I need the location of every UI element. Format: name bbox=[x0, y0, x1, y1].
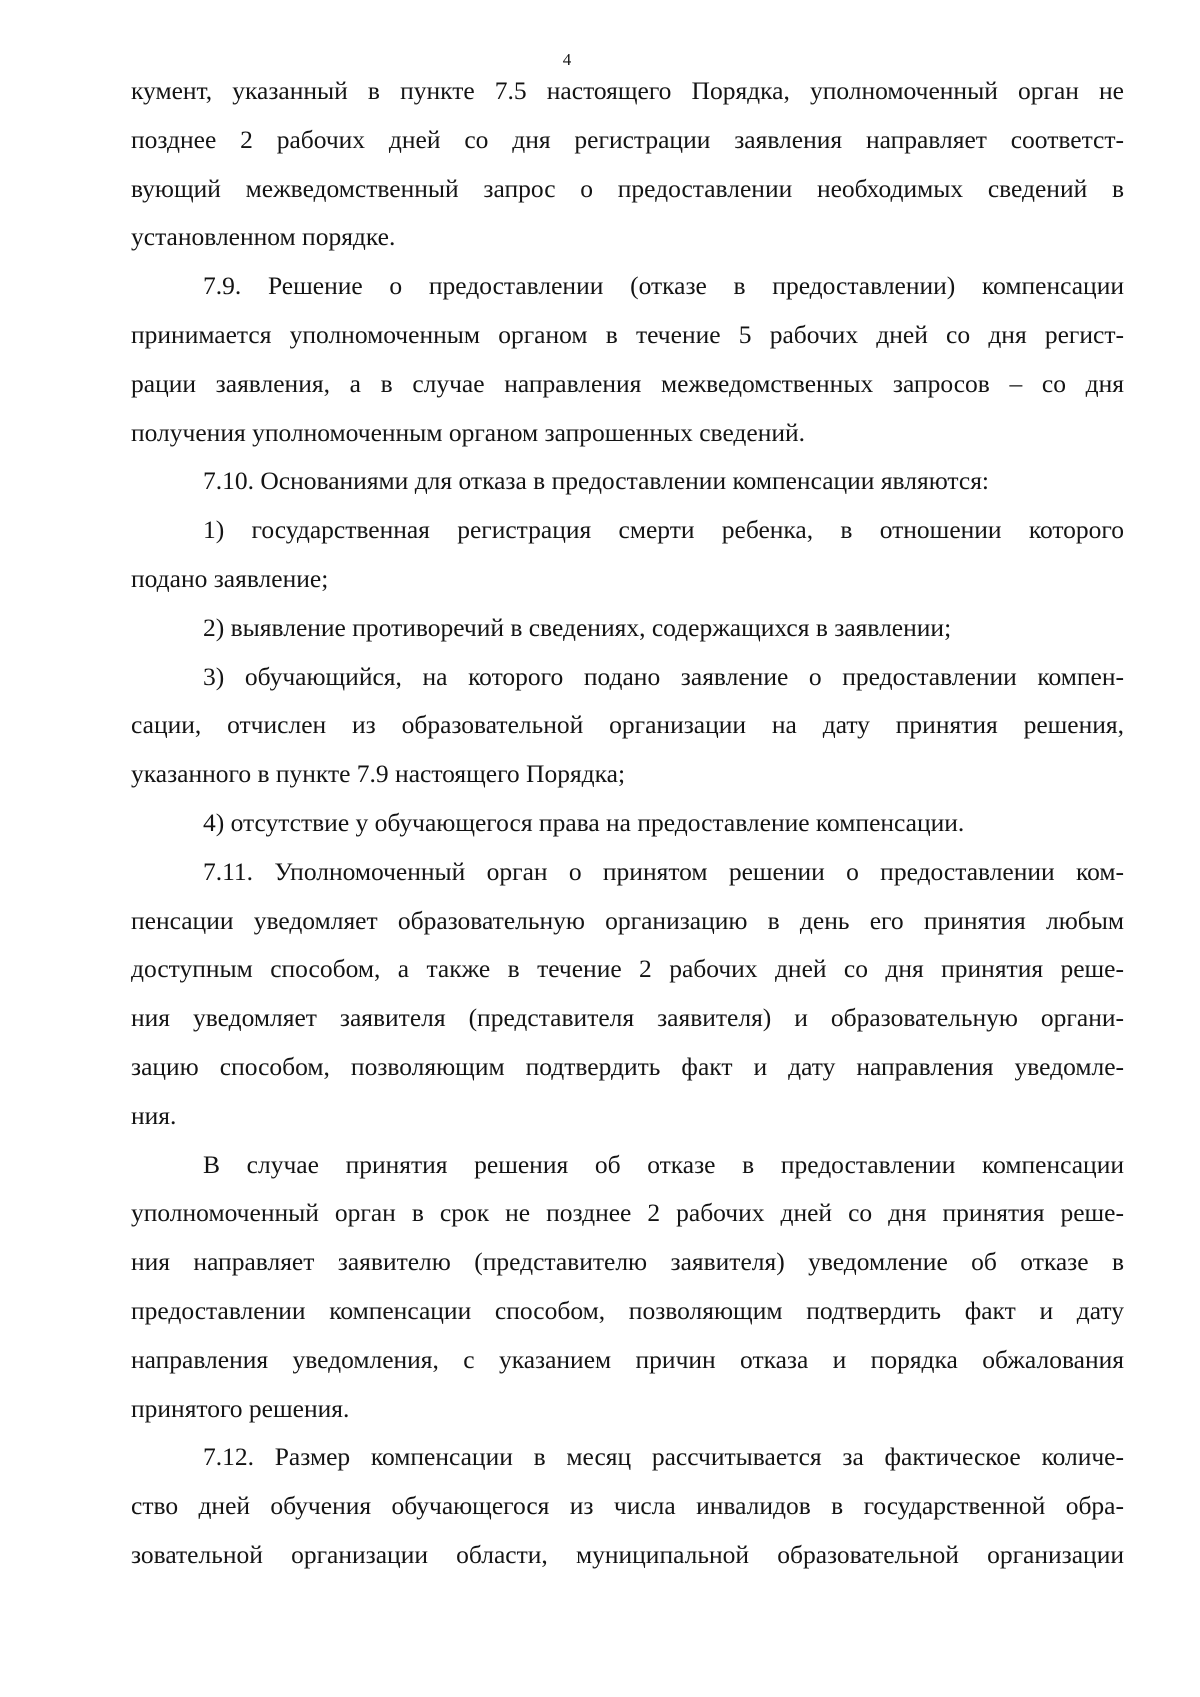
text-line: подано заявление; bbox=[131, 563, 329, 593]
text-line: ния уведомляет заявителя (представителя заявителя) и образовательную органи- bbox=[131, 1003, 1124, 1033]
text-line: получения уполномоченным органом запрошенных сведений. bbox=[131, 417, 806, 447]
text-line: принятого решения. bbox=[131, 1393, 350, 1423]
text-line: зовательной организации области, муниципальной образовательной организации bbox=[131, 1539, 1124, 1569]
page-number: 4 bbox=[562, 50, 572, 69]
text-line: рации заявления, а в случае направления межведомственных запросов – со дня bbox=[131, 368, 1124, 398]
text-line: 7.11. Уполномоченный орган о принятом решении о предоставлении ком- bbox=[203, 856, 1124, 886]
text-line: ния направляет заявителю (представителю заявителя) уведомление об отказе в bbox=[131, 1247, 1124, 1277]
text-line: сации, отчислен из образовательной организации на дату принятия решения, bbox=[131, 710, 1124, 740]
text-line: 3) обучающийся, на которого подано заявление о предоставлении компен- bbox=[203, 661, 1124, 691]
text-line: доступным способом, а также в течение 2 рабочих дней со дня принятия реше- bbox=[131, 954, 1124, 984]
document-body bbox=[131, 67, 1124, 1580]
text-line: 7.12. Размер компенсации в месяц рассчитывается за фактическое количе- bbox=[203, 1442, 1124, 1472]
text-line: пенсации уведомляет образовательную организацию в день его принятия любым bbox=[131, 905, 1124, 935]
text-line: кумент, указанный в пункте 7.5 настоящего Порядка, уполномоченный орган не bbox=[131, 76, 1124, 105]
text-line: установленном порядке. bbox=[131, 222, 396, 252]
text-line: 2) выявление противоречий в сведениях, содержащихся в заявлении; bbox=[203, 612, 952, 642]
text-line: позднее 2 рабочих дней со дня регистрации заявления направляет соответст- bbox=[131, 124, 1124, 154]
text-line: указанного в пункте 7.9 настоящего Порядка; bbox=[131, 759, 626, 789]
text-line: принимается уполномоченным органом в течение 5 рабочих дней со дня регист- bbox=[131, 319, 1124, 349]
text-line: направления уведомления, с указанием причин отказа и порядка обжалования bbox=[131, 1344, 1124, 1374]
text-line: вующий межведомственный запрос о предоставлении необходимых сведений в bbox=[131, 173, 1124, 203]
text-line: 7.9. Решение о предоставлении (отказе в предоставлении) компенсации bbox=[203, 271, 1124, 301]
text-line: уполномоченный орган в срок не позднее 2 рабочих дней со дня принятия реше- bbox=[131, 1198, 1124, 1228]
text-line: ния. bbox=[131, 1100, 177, 1130]
text-line: В случае принятия решения об отказе в предоставлении компенсации bbox=[203, 1149, 1124, 1179]
text-line: 4) отсутствие у обучающегося права на предоставление компенсации. bbox=[203, 807, 965, 837]
text-line: ство дней обучения обучающегося из числа инвалидов в государственной обра- bbox=[131, 1491, 1124, 1521]
text-line: 1) государственная регистрация смерти ребенка, в отношении которого bbox=[203, 515, 1124, 545]
text-line: предоставлении компенсации способом, позволяющим подтвердить факт и дату bbox=[131, 1295, 1124, 1325]
text-line: зацию способом, позволяющим подтвердить факт и дату направления уведомле- bbox=[131, 1051, 1124, 1081]
text-line: 7.10. Основаниями для отказа в предоставлении компенсации являются: bbox=[203, 466, 990, 496]
